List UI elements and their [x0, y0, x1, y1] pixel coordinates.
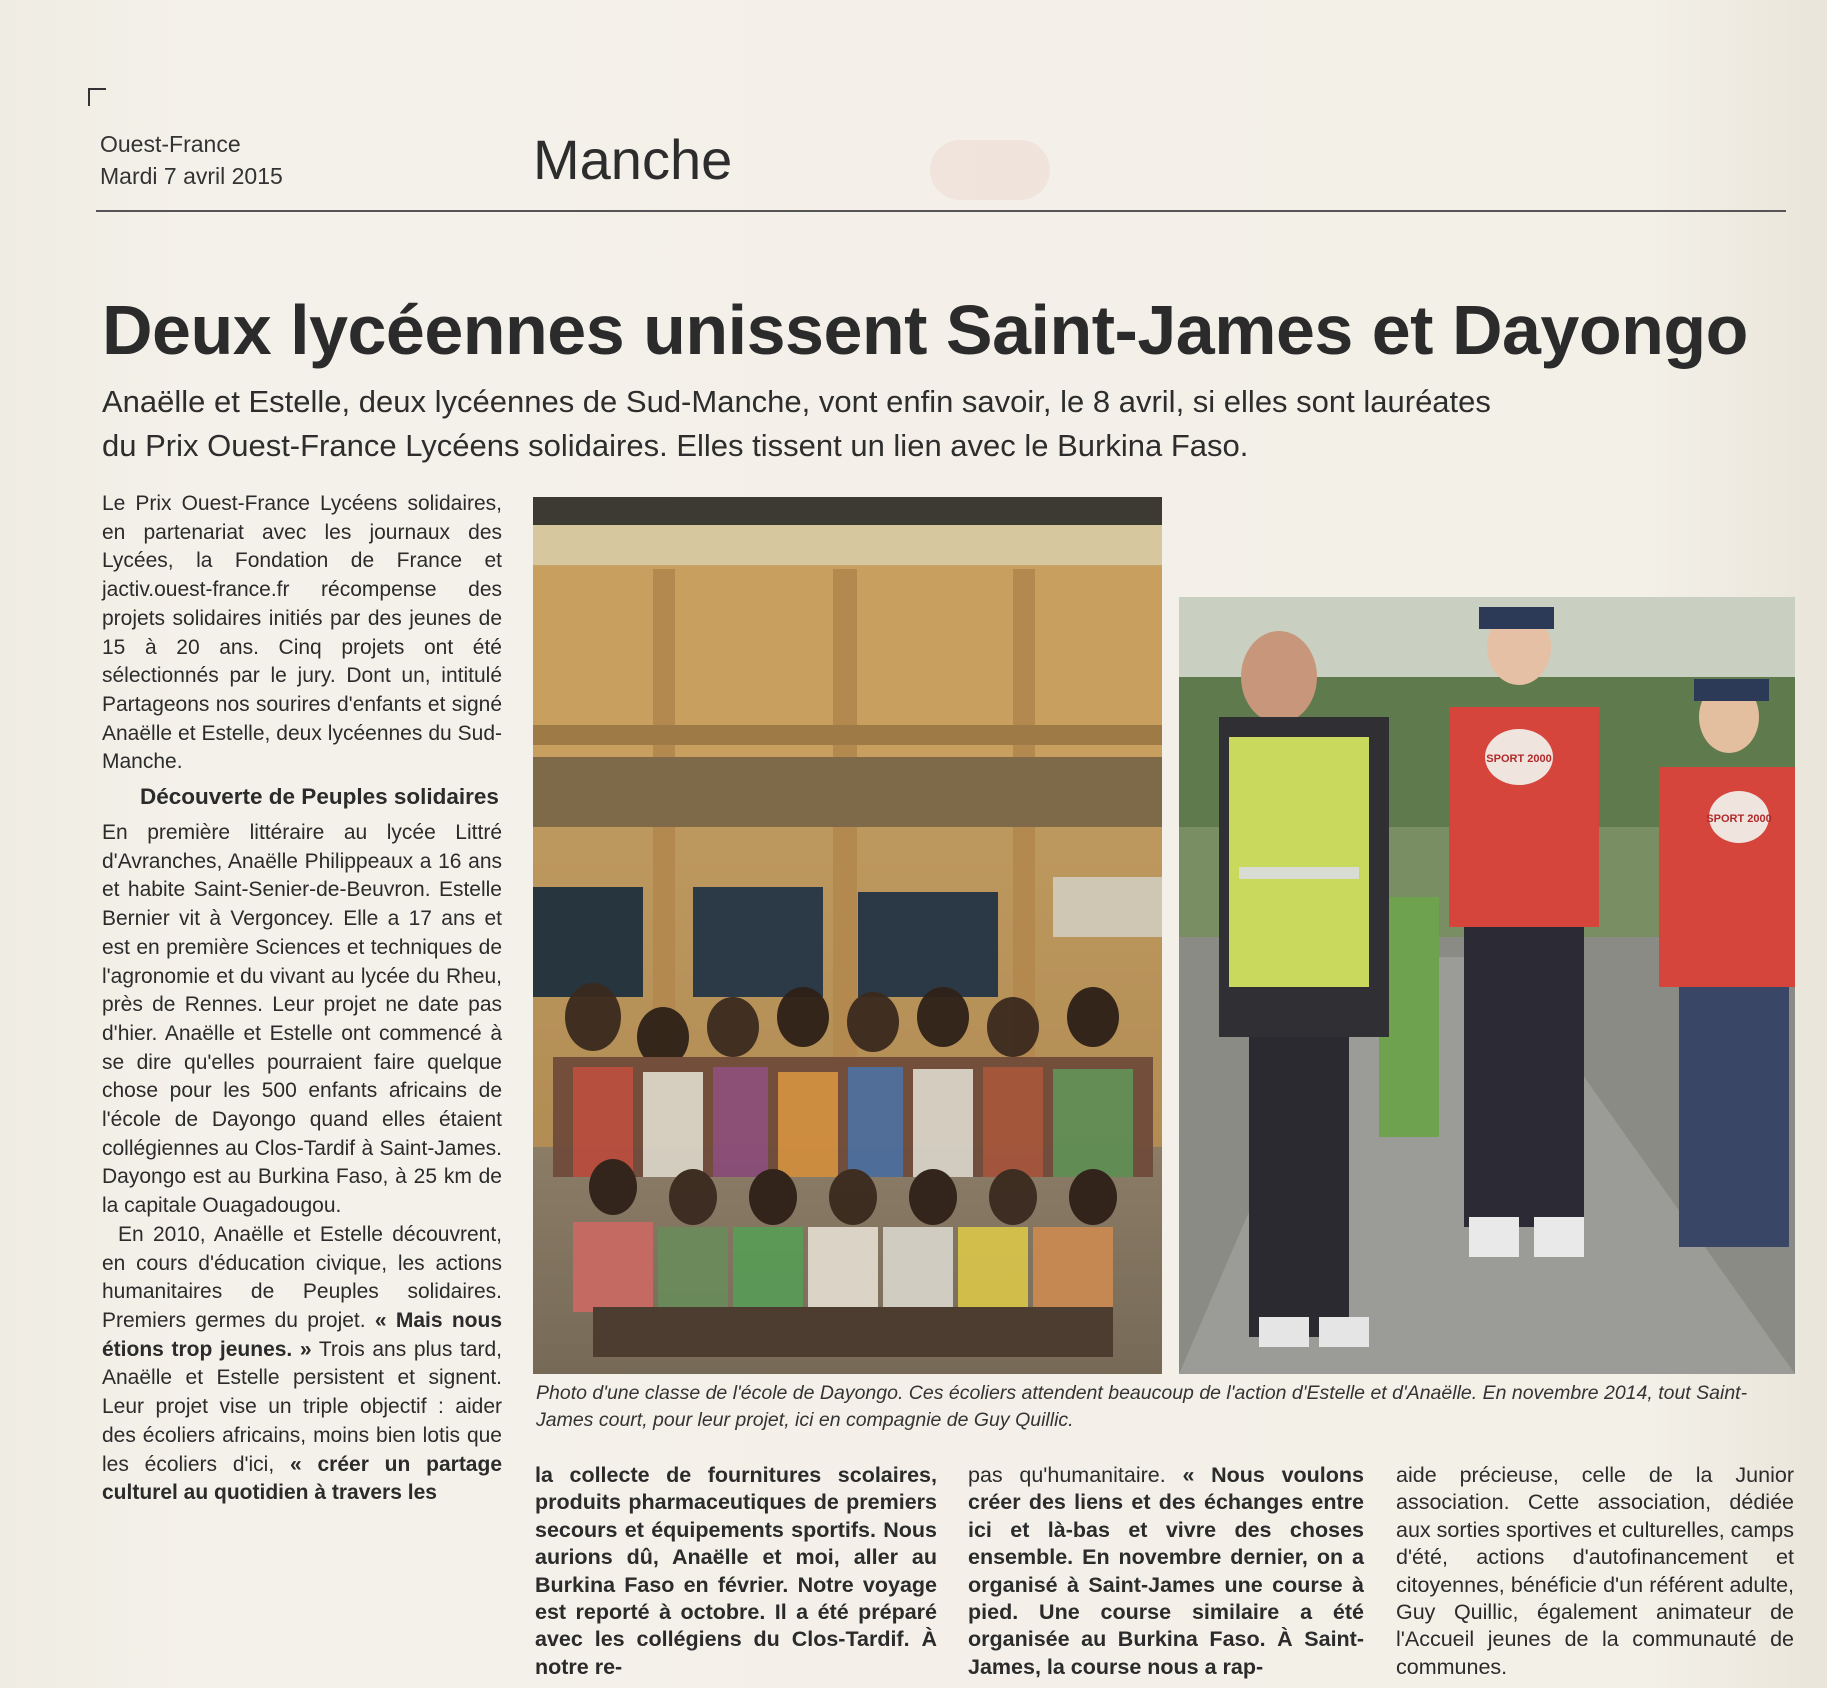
subheading: Découverte de Peuples solidaires [140, 784, 499, 810]
standfirst-line-2: du Prix Ouest-France Lycéens solidaires. Elles tissent un lien avec le Burkina Faso. [102, 428, 1249, 463]
paragraph-1: Le Prix Ouest-France Lycéens solidaires, en partenariat avec les journaux des Lycées, la Fondation de France et jactiv.ouest-france.fr récompense des projets solidaires initiés par des jeunes de 15 à 20 ans. Cinq projets ont été sélectionnés par le jury. Dont un, intitulé Partageons nos sourires d'enfants et signé Anaëlle et Estelle, deux lycéennes du Sud-Manche. [102, 492, 502, 774]
photo-runners [1179, 597, 1795, 1374]
paragraph-3-mid: Trois ans plus tard, Anaëlle et Estelle persistent et signent. Leur projet vise un triple objectif : aider des écoliers africains, moins bien lotis que les écoliers d'ici, [102, 1337, 502, 1476]
photo-school-class-image [533, 497, 1162, 1374]
paragraph-3-start: En 2010, Anaëlle et Estelle découvrent, en cours d'éducation civique, les actions humanitaires de Peuples solidaires. Premiers germes du projet. [102, 1222, 502, 1332]
shirt-logo-2: SPORT 2000 [1706, 813, 1772, 825]
column-2-text: la collecte de fournitures scolaires, produits pharmaceutiques de premiers secours et équipements sportifs. Nous aurions dû, Anaëlle et moi, aller au Burkina Faso en février. Notre voyage est reporté à octobre. Il a été préparé avec les collégiens du Clos-Tardif. À notre re- [535, 1463, 937, 1679]
article-standfirst [102, 380, 1742, 468]
top-rule [96, 210, 1786, 212]
body-column-3 [968, 1462, 1364, 1681]
paragraph-2: En première littéraire au lycée Littré d'Avranches, Anaëlle Philippeaux a 16 ans et habite Saint-Senier-de-Beuvron. Estelle Bernier vit à Vergoncey. Elle a 17 ans et est en première Sciences et techniques de l'agronomie et du vivant au lycée du Rheu, près de Rennes. Leur projet ne date pas d'hier. Anaëlle et Estelle ont commencé à se dire qu'elles pourraient faire quelque chose pour les 500 enfants africains de l'école de Dayongo quand elles étaient collégiennes au Clos-Tardif à Saint-James. Dayongo est au Burkina Faso, à 25 km de la capitale Ouagadougou. [102, 821, 502, 1218]
masthead [100, 128, 283, 192]
section-title: Manche [533, 128, 733, 191]
body-column-2 [535, 1462, 937, 1681]
shirt-logo-1: SPORT 2000 [1486, 753, 1552, 765]
photo-school-class [533, 497, 1162, 1374]
column-3-quote: « Nous voulons créer des liens et des échanges entre ici et là-bas et vivre des choses ensemble. En novembre dernier, on a organisé à Saint-James une course à pied. Une course similaire a été organisée au Burkina Faso. À Saint-James, la course nous a rap- [968, 1463, 1364, 1679]
photo-caption: Photo d'une classe de l'école de Dayongo. Ces écoliers attendent beaucoup de l'action d'Estelle et d'Anaëlle. En novembre 2014, tout Saint-James court, pour leur projet, ici en compagnie de Guy Quillic. [536, 1382, 1748, 1431]
column-3-start: pas qu'humanitaire. [968, 1463, 1166, 1487]
crop-mark [88, 88, 106, 106]
column-4-text: aide précieuse, celle de la Junior association. Cette association, dédiée aux sorties sportives et culturelles, camps d'été, actions d'autofinancement et citoyennes, bénéficie d'un référent adulte, Guy Quillic, également animateur de l'Accueil jeunes de la communauté de communes. [1396, 1463, 1794, 1679]
bleed-through [930, 140, 1050, 200]
publication-name: Ouest-France [100, 131, 241, 157]
column-3-text [968, 1462, 1364, 1681]
standfirst-line-1: Anaëlle et Estelle, deux lycéennes de Sud-Manche, vont enfin savoir, le 8 avril, si elles sont lauréates [102, 384, 1491, 419]
quote-2: « créer un partage culturel au quotidien à travers les [102, 1452, 502, 1505]
paragraph-3 [102, 1221, 502, 1508]
article-headline: Deux lycéennes unissent Saint-James et Dayongo [102, 291, 1748, 369]
body-column-1 [102, 490, 502, 1508]
photo-runners-image [1179, 597, 1795, 1374]
quote-1: « Mais nous étions trop jeunes. » [102, 1308, 502, 1361]
body-column-4 [1396, 1462, 1794, 1681]
publication-date: Mardi 7 avril 2015 [100, 163, 283, 189]
